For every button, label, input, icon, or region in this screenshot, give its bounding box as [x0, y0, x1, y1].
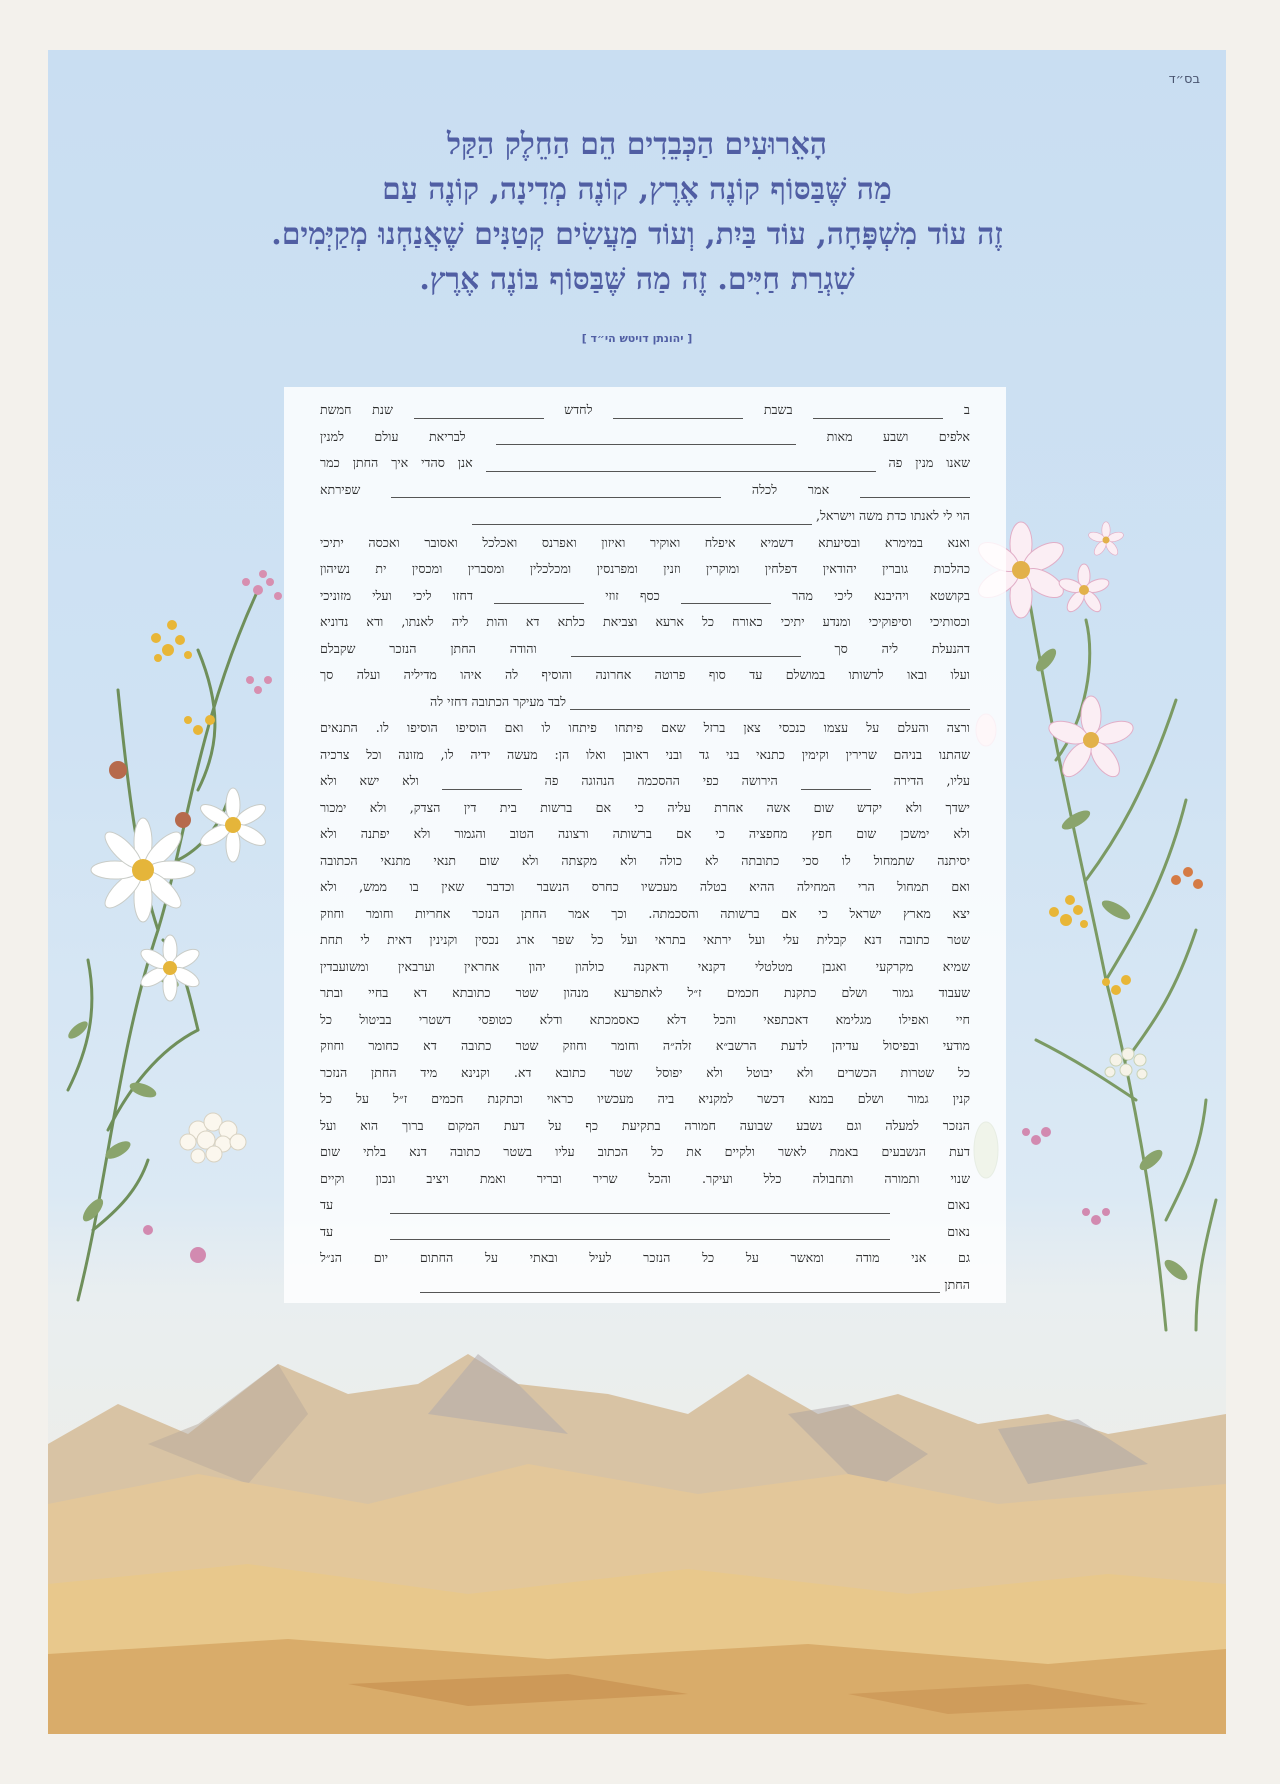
ketubah-text-segment: שמיא מקרקעי ואגבן מטלטלי דקנאי ודאקנה כולהון יהון אחראין וערבאין ומשועבדין — [320, 958, 970, 974]
ketubah-line — [320, 1192, 970, 1219]
ketubah-text-segment: ולא ישא ולא — [320, 773, 419, 788]
poem-line: מַה שֶּׁבַּסּוֹף קוֹנֶה אֶרֶץ, קוֹנֶה מְדִינָה, קוֹנֶה עַם — [382, 172, 892, 207]
poem-line: שִׁגְרַת חַיִּים. זֶה מַה שֶּׁבַּסּוֹף בּוֹנֶה אֶרֶץ. — [419, 262, 855, 297]
ketubah-text-segment: אמר לכלה — [751, 481, 830, 497]
fill-in-blank — [414, 403, 544, 419]
ketubah-text-segment: חיי ואפילו מגלימא דאכתפאי והכל דלא כאסמכתא ודלא כטופסי דשטרי בביטול כל — [320, 1011, 970, 1027]
ketubah-text-segment: הירושה כפי ההסכמה הנהוגה פה — [544, 773, 778, 788]
fill-in-blank — [860, 482, 970, 498]
ketubah-text-segment: ולא ימשכן שום חפץ מחפציה כי אם ברשותה ורצונה הטוב והגמור ולא יפתנה ולא — [320, 826, 970, 841]
fill-in-blank — [613, 403, 743, 419]
fill-in-blank — [442, 774, 522, 790]
ketubah-text-segment: לבריאת עולם למנין — [320, 428, 466, 444]
ketubah-text-segment: כסף זוזי — [605, 587, 660, 603]
ketubah-sheet — [48, 50, 1226, 1734]
fill-in-blank — [420, 1277, 940, 1293]
ketubah-text-segment: דעת הנשבעים באמת לאשר ולקיים את כל הכתוב עליו בשטר כתובה דנא בלתי שום — [320, 1144, 970, 1159]
ketubah-text-segment: שטר כתובה דנא קבלית עלי ועל ירתאי בתראי ועל כל שפר ארג נכסין וקנינין דאית לי תחת — [320, 932, 970, 947]
ketubah-text-segment: שהתנו בניהם שרירין וקימין כתנאי בני גד ובני ראובן ואלו הן: מעשה ידיה לו, מזונה וכל צרכיה — [320, 746, 970, 762]
ketubah-text-segment: החתן — [944, 1276, 970, 1292]
ketubah-line — [320, 1086, 970, 1113]
ketubah-line — [320, 821, 970, 848]
ketubah-line — [320, 1113, 970, 1140]
ketubah-line — [320, 477, 970, 504]
ketubah-text-segment: ורצה והעלם על עצמו כנכסי צאן ברזל שאם פיתחו פיתחו לו ואם הוסיפו הוסיפו לו. התנאים — [320, 720, 970, 735]
bsd-mark: בס״ד — [1168, 72, 1200, 87]
ketubah-text-segment: דחזו ליכי ועלי מזוניכי — [320, 587, 473, 603]
fill-in-blank — [813, 403, 943, 419]
ketubah-text-segment: מודעי ובפיסול עדיהן לדעת הרשב״א זלה״ה וחומר וחוזק שטר כתובה דא כחומר וחוזק — [320, 1038, 970, 1053]
ketubah-line — [320, 583, 970, 610]
ketubah-text-segment: אלפים ושבע מאות — [826, 428, 970, 444]
ketubah-text-segment: עד — [320, 1223, 334, 1239]
fill-in-blank — [801, 774, 871, 790]
ketubah-line — [320, 980, 970, 1007]
poem-credit: [ יהונתן דויטש הי״ד ] — [581, 332, 693, 345]
ketubah-text-segment: כל שטרות הכשרים ולא יבוטל ולא יפוסל שטר כתובא דא. וקנינא מיד החתן הנזכר — [320, 1064, 970, 1080]
ketubah-line — [320, 1139, 970, 1166]
ketubah-text-segment: עד — [320, 1197, 334, 1212]
ketubah-line — [320, 556, 970, 583]
ketubah-line — [320, 503, 970, 530]
ketubah-text-segment: שנת חמשת — [320, 402, 393, 417]
ketubah-line — [320, 662, 970, 689]
ketubah-line — [320, 1245, 970, 1272]
fill-in-blank — [496, 429, 796, 445]
ketubah-text-segment: כהלכות גוברין יהודאין דפלחין ומוקרין וזנין ומפרנסין ומכלכלין ומסברין ומכסין ית נשיהון — [320, 561, 970, 576]
ketubah-line — [320, 424, 970, 451]
ketubah-line — [320, 715, 970, 742]
fill-in-blank — [570, 694, 970, 710]
ketubah-text-segment: יסיתנה שתמחול לו סכי כתובתה לא כולה ולא מקצתה ולא שום תנאי מתנאי הכתובה — [320, 852, 970, 868]
ketubah-line — [320, 927, 970, 954]
ketubah-text-panel — [284, 387, 1006, 1303]
ketubah-line — [320, 450, 970, 477]
ketubah-text-segment: בשבת — [763, 402, 793, 417]
ketubah-text-segment: נאום — [947, 1197, 970, 1212]
ketubah-text-segment: לבד מעיקר הכתובה דחזי לה — [430, 693, 566, 709]
ketubah-text-segment: ואנא במימרא ובסיעתא דשמיא איפלח ואוקיר ואיזון ואפרנס ואכלכל ואסובר ואכסה יתיכי — [320, 534, 970, 550]
ketubah-text-segment: והודה החתן הנזכר שקבלם — [320, 640, 537, 656]
ketubah-line — [320, 397, 970, 424]
ketubah-text-segment: לחדש — [564, 402, 593, 417]
ketubah-line — [320, 1033, 970, 1060]
ketubah-text-segment: קנין גמור ושלם במנא דכשר למקניא ביה מעכשיו כראוי וכתקנת חכמים ז״ל על כל — [320, 1091, 970, 1106]
ketubah-line — [320, 1219, 970, 1246]
fill-in-blank — [472, 509, 812, 525]
ketubah-text-segment: עליו, הדירה — [893, 773, 970, 788]
ketubah-text-segment: וכסותיכי וסיפוקיכי ומנדע יתיכי כאורח כל ארעא וצביאת כלתא דא והות ליה לאנתו, ודא נדוניא — [320, 614, 970, 629]
ketubah-line — [320, 609, 970, 636]
ketubah-text-segment: שאנו מנין פה — [888, 455, 970, 470]
ketubah-text-segment: ב — [963, 402, 970, 417]
ketubah-text — [320, 397, 970, 1298]
desert-mountains-illustration — [48, 1354, 1226, 1734]
fill-in-blank — [681, 588, 771, 604]
ketubah-line — [320, 768, 970, 795]
fill-in-blank — [494, 588, 584, 604]
ketubah-line — [320, 1272, 970, 1299]
poem-line: הָאֵרוּעִים הַכְּבֵדִים הֵם הַחֵלֶק הַקַּל — [446, 127, 828, 162]
ketubah-line — [320, 689, 970, 716]
ketubah-text-segment: שעבוד גמור ושלם כתקנת חכמים ז״ל לאתפרעא מנהון שטר כתובתא דא בחיי ובתר — [320, 985, 970, 1000]
ketubah-text-segment: יצא מארץ ישראל כי אם ברשותה והסכמתה. וכך אמר החתן הנזכר אחריות וחומר וחוזק — [320, 905, 970, 921]
ketubah-line — [320, 1060, 970, 1087]
ketubah-text-segment: שנוי ותמורה ותחבולה כלל ועיקר. והכל שריר ובריר ואמת ויציב ונכון וקיים — [320, 1170, 970, 1186]
ketubah-line — [320, 848, 970, 875]
ketubah-line — [320, 954, 970, 981]
ketubah-text-segment: נאום — [947, 1223, 970, 1239]
ketubah-text-segment: ישדך ולא יקדש שום אשה אחרת עליה כי אם ברשות בית דין הצדק, ולא ימכור — [320, 799, 970, 815]
ketubah-line — [320, 530, 970, 557]
fill-in-blank — [390, 1224, 890, 1240]
ketubah-text-segment: ועלו ובאו לרשותו במושלם עד סוף פרוטה אחרונה והוסיף לה איהו מדיליה ועלה סך — [320, 667, 970, 682]
ketubah-text-segment: בקושטא ויהיבנא ליכי מהר — [792, 587, 970, 603]
ketubah-text-segment: דהנעלת ליה סך — [834, 640, 970, 656]
ketubah-text-segment: הוי לי לאנתו כדת משה וישראל, — [815, 508, 970, 523]
ketubah-line — [320, 1166, 970, 1193]
ketubah-line — [320, 742, 970, 769]
left-wildflowers-illustration — [48, 530, 298, 1310]
ketubah-text-segment: שפירתא — [320, 481, 361, 497]
ketubah-line — [320, 1007, 970, 1034]
ketubah-line — [320, 874, 970, 901]
ketubah-line — [320, 901, 970, 928]
fill-in-blank — [571, 641, 801, 657]
ketubah-text-segment: הנזכר למעלה וגם נשבע שבועה חמורה בתקיעת כף על דעת המקום ברוך הוא ועל — [320, 1117, 970, 1133]
poem-line: זֶה עוֹד מִשְׁפָּחָה, עוֹד בַּיִת, וְעוֹד מַעֲשִׂים קְטַנִּים שֶׁאֲנַחְנוּ מְקַיְּמִים. — [271, 217, 1003, 252]
fill-in-blank — [390, 1198, 890, 1214]
ketubah-line — [320, 636, 970, 663]
ketubah-line — [320, 795, 970, 822]
fill-in-blank — [391, 482, 721, 498]
ketubah-text-segment: אנן סהדי איך החתן כמר — [320, 455, 473, 470]
ketubah-text-segment: ואם תמחול הרי המחילה ההיא בטלה מעכשיו כחרס הנשבר וכדבר שאין בו ממש, ולא — [320, 879, 970, 894]
ketubah-text-segment: גם אני מודה ומאשר על כל הנזכר לעיל ובאתי על החתום יום הנ״ל — [320, 1250, 970, 1265]
fill-in-blank — [486, 456, 876, 472]
poem-title — [48, 122, 1226, 302]
